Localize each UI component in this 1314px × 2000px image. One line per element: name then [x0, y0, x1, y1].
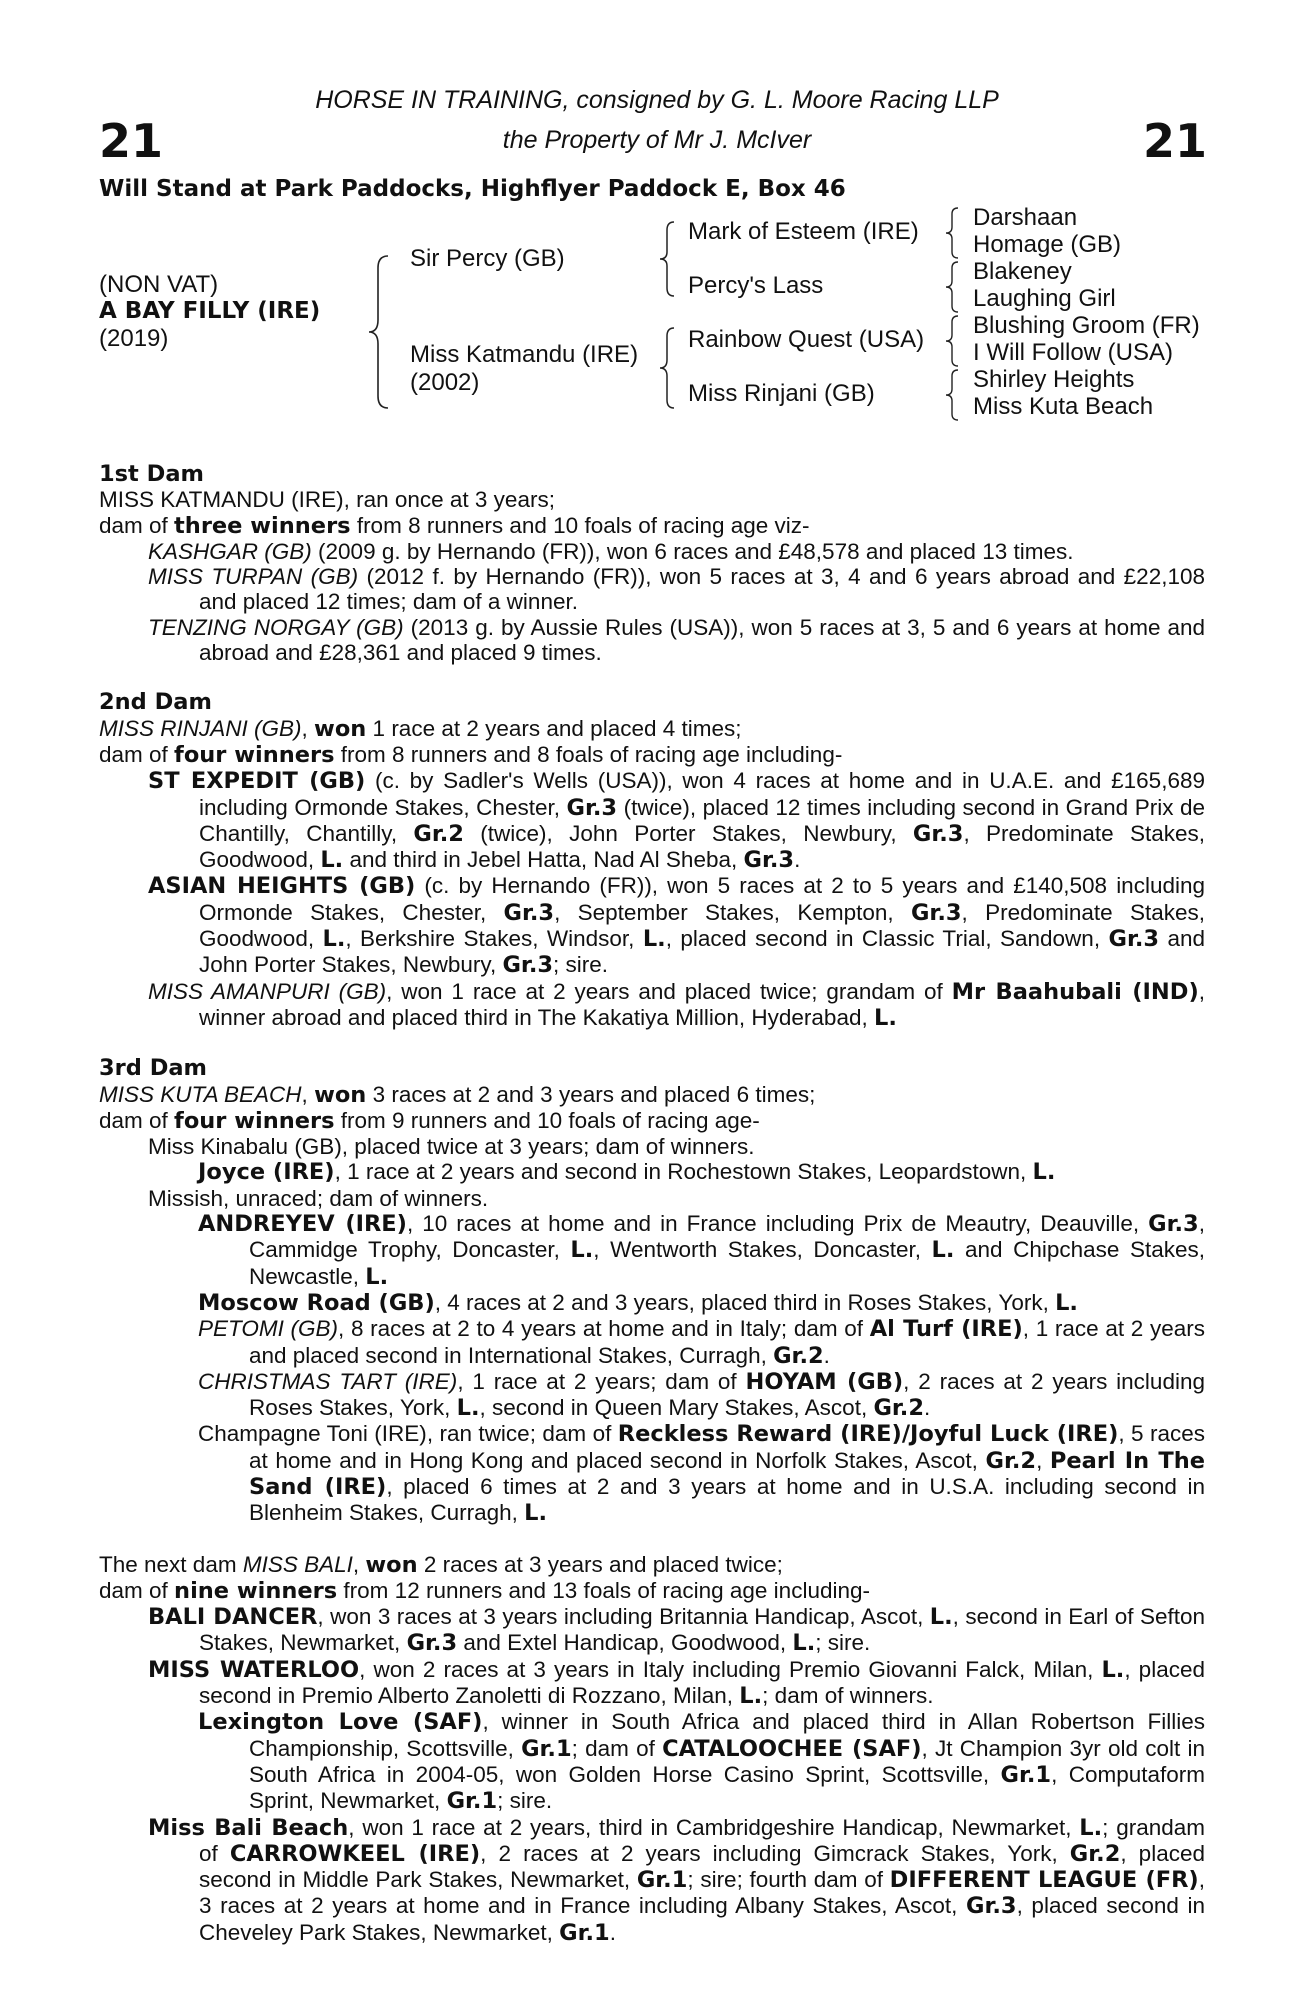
gg-sss: Darshaan [973, 204, 1078, 231]
catalogue-body [99, 462, 1205, 1946]
progeny-entry: Miss Bali Beach, won 1 race at 2 years, third in Cambridgeshire Handicap, Newmarket, L.; grandam of CARROWKEEL (IRE), 2 races at 2 years including Gimcrack Stakes, York, Gr.2, placed second in Middle Park Stakes, Newmarket, Gr.1; sire; fourth dam of DIFFERENT LEAGUE (FR), 3 races at 2 years at home and in France including Albany Stakes, Ascot, Gr.3, placed second in Cheveley Park Stakes, Newmarket, Gr.1. [148, 1814, 1205, 1946]
section-heading: 3rd Dam [99, 1055, 207, 1082]
brace-ss [944, 206, 962, 260]
lot-number-right: 21 [1143, 114, 1208, 168]
gg-ssd: Homage (GB) [973, 231, 1122, 258]
progeny-entry: PETOMI (GB), 8 races at 2 to 4 years at home and in Italy; dam of Al Turf (IRE), 1 race at 2 years and placed second in International Stakes, Curragh, Gr.2. [198, 1316, 1206, 1369]
progeny-entry: Lexington Love (SAF), winner in South Africa and placed third in Allan Robertson Fillies Championship, Scottsville, Gr.1; dam of CATALOOCHEE (SAF), Jt Champion 3yr old colt in South Africa in 2004-05, won Golden Horse Casino Sprint, Scottsville, Gr.1, Computaform Sprint, Newmarket, Gr.1; sire. [198, 1709, 1206, 1815]
dam-produce-line: dam of nine winners from 12 runners and 13 foals of racing age including- [99, 1577, 870, 1604]
horse-name: A BAY FILLY (IRE) [99, 298, 321, 324]
sire-sire: Mark of Esteem (IRE) [688, 218, 919, 245]
gg-dss: Blushing Groom (FR) [973, 312, 1200, 339]
dam-produce-line: dam of four winners from 8 runners and 8 foals of racing age including- [99, 741, 843, 768]
pedigree-brace-dam [658, 326, 678, 410]
section-heading: 2nd Dam [99, 689, 212, 716]
lot-number-left: 21 [99, 114, 164, 168]
progeny-entry: MISS WATERLOO, won 2 races at 3 years in Italy including Premio Giovanni Falck, Milan, L., placed second in Premio Alberto Zanoletti di Rozzano, Milan, L.; dam of winners. [148, 1656, 1205, 1710]
progeny-entry: Champagne Toni (IRE), ran twice; dam of Reckless Reward (IRE)/Joyful Luck (IRE), 5 races at home and in Hong Kong and placed second in Norfolk Stakes, Ascot, Gr.2, Pearl In The Sand (IRE), placed 6 times at 2 and 3 years at home and in U.S.A. including second in Blenheim Stakes, Curragh, L. [198, 1421, 1205, 1527]
dam-year: (2002) [410, 369, 480, 396]
dam-line: MISS KUTA BEACH, won 3 races at 2 and 3 years and placed 6 times; [99, 1081, 816, 1108]
dam-dam: Miss Rinjani (GB) [688, 380, 875, 407]
dam-produce-line: dam of three winners from 8 runners and 10 foals of racing age viz- [99, 512, 810, 539]
section-heading: 1st Dam [99, 461, 204, 487]
progeny-entry: ASIAN HEIGHTS (GB) (c. by Hernando (FR)), won 5 races at 2 to 5 years and £140,508 including Ormonde Stakes, Chester, Gr.3, September Stakes, Kempton, Gr.3, Predominate Stakes, Goodwood, L., Berkshire Stakes, Windsor, L., placed second in Classic Trial, Sandown, Gr.3 and John Porter Stakes, Newbury, Gr.3; sire. [148, 873, 1206, 979]
dam-line: MISS KATMANDU (IRE), ran once at 3 years; [99, 487, 555, 513]
progeny-entry: ANDREYEV (IRE), 10 races at home and in France including Prix de Meautry, Deauville, Gr.3, Cammidge Trophy, Doncaster, L., Wentworth Stakes, Doncaster, L. and Chipchase Stakes, Newcastle, L. [198, 1211, 1206, 1290]
brace-sd [944, 260, 962, 314]
stand-location: Will Stand at Park Paddocks, Highflyer Paddock E, Box 46 [99, 176, 846, 202]
progeny-entry: Missish, unraced; dam of winners. [148, 1185, 489, 1211]
dam-sire: Rainbow Quest (USA) [688, 326, 925, 353]
dam-produce-line: dam of four winners from 9 runners and 10 foals of racing age- [99, 1107, 760, 1134]
dam-line: MISS RINJANI (GB), won 1 race at 2 years and placed 4 times; [99, 715, 742, 742]
progeny-entry: CHRISTMAS TART (IRE), 1 race at 2 years; dam of HOYAM (GB), 2 races at 2 years including Roses Stakes, York, L., second in Queen Mary Stakes, Ascot, Gr.2. [198, 1368, 1205, 1422]
sire-dam: Percy's Lass [688, 272, 824, 299]
pedigree-brace-main [366, 254, 396, 410]
progeny-entry: Moscow Road (GB), 4 races at 2 and 3 years, placed third in Roses Stakes, York, L. [198, 1289, 1078, 1316]
progeny-entry: ST EXPEDIT (GB) (c. by Sadler's Wells (USA)), won 4 races at home and in U.A.E. and £165,689 including Ormonde Stakes, Chester, Gr.3 (twice), placed 12 times including second in Grand Prix de Chantilly, Chantilly, Gr.2 (twice), John Porter Stakes, Newbury, Gr.3, Predominate Stakes, Goodwood, L. and third in Jebel Hatta, Nad Al Sheba, Gr.3. [148, 768, 1205, 874]
consignor-line: HORSE IN TRAINING, consigned by G. L. Moore Racing LLP [315, 86, 999, 114]
brace-ds [944, 314, 962, 368]
progeny-entry: BALI DANCER, won 3 races at 3 years including Britannia Handicap, Ascot, L., second in Earl of Sefton Stakes, Newmarket, Gr.3 and Extel Handicap, Goodwood, L.; sire. [148, 1604, 1205, 1657]
progeny-entry: MISS TURPAN (GB) (2012 f. by Hernando (FR)), won 5 races at 3, 4 and 6 years abroad and £22,108 and placed 12 times; dam of a winner. [148, 564, 1205, 615]
vat-status: (NON VAT) [99, 271, 219, 298]
gg-ddd: Miss Kuta Beach [973, 393, 1154, 420]
gg-dsd: I Will Follow (USA) [973, 339, 1174, 366]
progeny-entry: MISS AMANPURI (GB), won 1 race at 2 years and placed twice; grandam of Mr Baahubali (IND), winner abroad and placed third in The Kakatiya Million, Hyderabad, L. [148, 978, 1205, 1031]
progeny-entry: KASHGAR (GB) (2009 g. by Hernando (FR)), won 6 races and £48,578 and placed 13 times. [148, 538, 1074, 564]
horse-year: (2019) [99, 325, 169, 352]
property-line: the Property of Mr J. McIver [502, 126, 812, 154]
gg-sds: Blakeney [973, 258, 1072, 285]
brace-dd [944, 368, 962, 422]
progeny-entry: TENZING NORGAY (GB) (2013 g. by Aussie Rules (USA)), won 5 races at 3, 5 and 6 years at home and abroad and £28,361 and placed 9 times. [148, 614, 1205, 666]
gg-sdd: Laughing Girl [973, 285, 1116, 312]
dam: Miss Katmandu (IRE) [410, 341, 639, 368]
gg-dds: Shirley Heights [973, 366, 1135, 393]
sire: Sir Percy (GB) [410, 245, 565, 272]
dam-line: The next dam MISS BALI, won 2 races at 3 years and placed twice; [99, 1551, 783, 1578]
progeny-entry: Joyce (IRE), 1 race at 2 years and second in Rochestown Stakes, Leopardstown, L. [198, 1159, 1056, 1186]
progeny-entry: Miss Kinabalu (GB), placed twice at 3 years; dam of winners. [148, 1134, 755, 1160]
pedigree-brace-sire [658, 220, 678, 298]
